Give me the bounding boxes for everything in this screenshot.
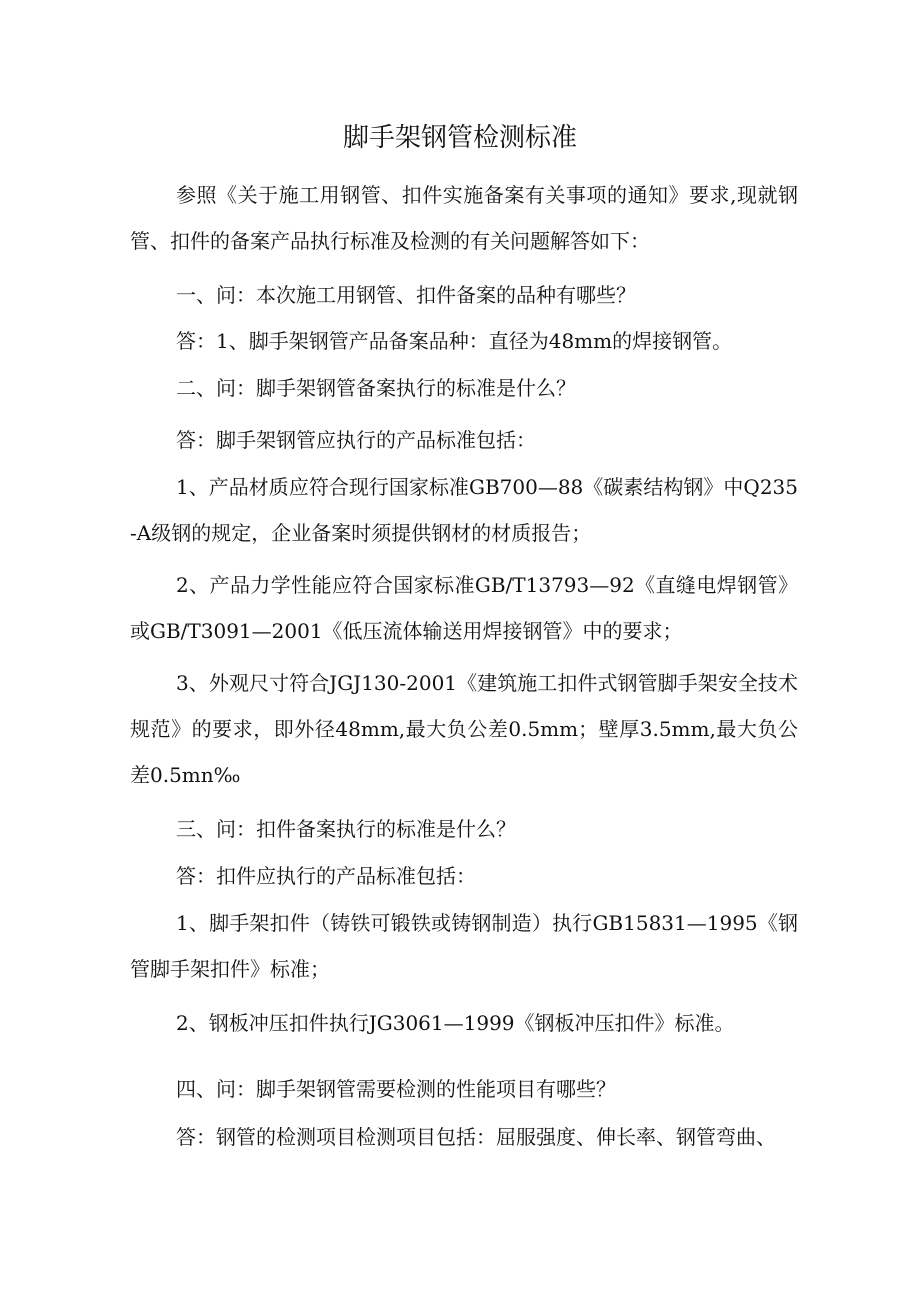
document-title: 脚手架钢管检测标准 (342, 123, 577, 153)
intro-paragraph: 参照《关于施工用钢管、扣件实施备案有关事项的通知》要求,现就钢管、扣件的备案产品执行标准及检测的有关问题解答如下： (130, 183, 798, 253)
question-2: 二、问：脚手架钢管备案执行的标准是什么？ (176, 376, 576, 400)
answer-4: 答：钢管的检测项目检测项目包括：屈服强度、伸长率、钢管弯曲、 (176, 1125, 776, 1149)
answer-3-item-2: 2、钢板冲压扣件执行JG3061—1999《钢板冲压扣件》标准。 (176, 1011, 735, 1035)
question-4: 四、问：脚手架钢管需要检测的性能项目有哪些？ (176, 1077, 616, 1101)
answer-2: 答：脚手架钢管应执行的产品标准包括： (176, 428, 536, 452)
question-3: 三、问：扣件备案执行的标准是什么？ (176, 817, 516, 841)
answer-3: 答：扣件应执行的产品标准包括： (176, 864, 476, 888)
answer-2-item-2: 2、产品力学性能应符合国家标准GB/T13793—92《直缝电焊钢管》或GB/T3091—2001《低压流体输送用焊接钢管》中的要求； (130, 573, 798, 643)
answer-1: 答：1、脚手架钢管产品备案品种：直径为48mm的焊接钢管。 (176, 329, 733, 353)
question-1: 一、问：本次施工用钢管、扣件备案的品种有哪些？ (176, 283, 636, 307)
answer-2-item-3: 3、外观尺寸符合JGJ130-2001《建筑施工扣件式钢管脚手架安全技术规范》的要求，即外径48mm,最大负公差0.5mm；壁厚3.5mm,最大负公差0.5mn‰ (130, 671, 798, 787)
answer-3-item-1: 1、脚手架扣件（铸铁可锻铁或铸钢制造）执行GB15831—1995《钢管脚手架扣件》标准； (130, 911, 798, 981)
answer-2-item-1: 1、产品材质应符合现行国家标准GB700—88《碳素结构钢》中Q235-A级钢的规定，企业备案时须提供钢材的材质报告； (130, 475, 798, 545)
